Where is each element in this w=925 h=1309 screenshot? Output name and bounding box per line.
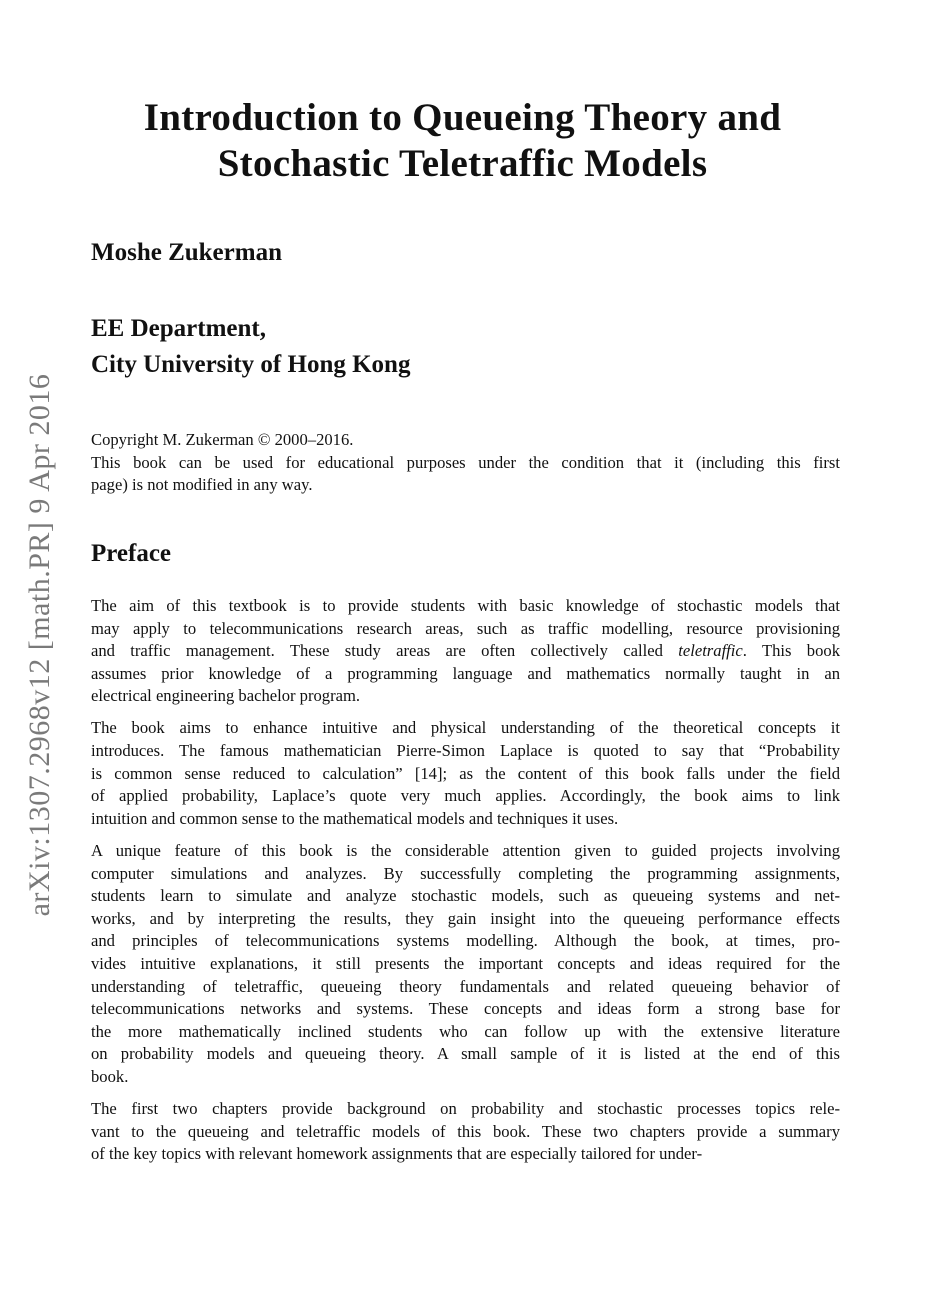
text-segment: electrical engineering bachelor program. <box>91 686 361 706</box>
text-line <box>91 1121 840 1144</box>
text-line <box>91 808 840 831</box>
text-segment: computer simulations and analyzes. By successfully completing the programming assignments, <box>91 863 840 883</box>
text-line <box>91 908 840 931</box>
text-line <box>91 763 840 786</box>
paragraph <box>91 1098 840 1166</box>
text-line <box>91 885 840 908</box>
text-line <box>91 1021 840 1044</box>
text-segment: is common sense reduced to calculation” [14]; as the content of this book falls under the field <box>91 763 840 783</box>
text-line <box>91 998 840 1021</box>
text-line <box>91 785 840 808</box>
arxiv-identifier: arXiv:1307.2968v12 [math.PR] 9 Apr 2016 <box>23 373 56 917</box>
text-line <box>91 740 840 763</box>
copyright-line: page) is not modified in any way. <box>91 475 313 495</box>
text-segment: vant to the queueing and teletraffic models of this book. These two chapters provide a summary <box>91 1121 840 1141</box>
copyright-notice <box>91 429 840 497</box>
text-segment: students learn to simulate and analyze stochastic models, such as queueing systems and net- <box>91 886 840 906</box>
text-segment: assumes prior knowledge of a programming language and mathematics normally taught in an <box>91 663 840 683</box>
affiliation-university: City University of Hong Kong <box>91 351 411 378</box>
preface-body <box>91 595 840 1175</box>
text-segment: The aim of this textbook is to provide students with basic knowledge of stochastic models that <box>91 596 840 615</box>
text-segment: and principles of telecommunications systems modelling. Although the book, at times, pro- <box>91 931 840 951</box>
text-segment: intuition and common sense to the mathematical models and techniques it uses. <box>91 808 619 828</box>
text-line <box>91 640 840 663</box>
paragraph <box>91 717 840 830</box>
text-segment: the more mathematically inclined students who can follow up with the extensive literature <box>91 1021 840 1041</box>
text-line <box>91 976 840 999</box>
text-line <box>91 663 840 686</box>
title-line-2: Stochastic Teletraffic Models <box>217 142 708 185</box>
text-line <box>91 595 840 618</box>
document-title <box>0 95 925 187</box>
preface-heading: Preface <box>91 540 172 567</box>
text-line <box>91 1043 840 1066</box>
author-name: Moshe Zukerman <box>91 239 282 266</box>
text-line <box>91 930 840 953</box>
text-line <box>91 618 840 641</box>
copyright-line: This book can be used for educational purposes under the condition that it (including this first <box>91 452 840 472</box>
text-segment: may apply to telecommunications research areas, such as traffic modelling, resource provisioning <box>91 618 840 638</box>
text-line <box>91 953 840 976</box>
text-segment: The book aims to enhance intuitive and physical understanding of the theoretical concepts it <box>91 718 840 738</box>
text-line <box>91 1143 840 1166</box>
paragraph <box>91 840 840 1089</box>
affiliation <box>91 311 410 383</box>
text-segment: A unique feature of this book is the considerable attention given to guided projects involving <box>91 840 840 860</box>
text-line <box>91 1066 840 1089</box>
text-segment: and traffic management. These study areas are often collectively called <box>91 641 679 661</box>
copyright-line: Copyright M. Zukerman © 2000–2016. <box>91 430 354 449</box>
text-segment: vides intuitive explanations, it still presents the important concepts and ideas required for the <box>91 953 840 973</box>
text-segment: on probability models and queueing theory. A small sample of it is listed at the end of this <box>91 1044 840 1064</box>
text-segment: understanding of teletraffic, queueing theory fundamentals and related queueing behavior of <box>91 976 840 996</box>
text-segment: introduces. The famous mathematician Pierre-Simon Laplace is quoted to say that “Probability <box>91 741 840 761</box>
text-segment: . This book <box>742 641 840 661</box>
title-line-1: Introduction to Queueing Theory and <box>143 96 782 139</box>
text-segment: The first two chapters provide background on probability and stochastic processes topics rele- <box>91 1098 840 1118</box>
affiliation-department: EE Department, <box>91 315 266 342</box>
text-line <box>91 685 840 708</box>
text-segment: of the key topics with relevant homework assignments that are especially tailored for under- <box>91 1144 703 1164</box>
text-segment: book. <box>91 1066 129 1086</box>
text-segment: telecommunications networks and systems. These concepts and ideas form a strong base for <box>91 999 840 1019</box>
text-line <box>91 840 840 863</box>
text-segment: of applied probability, Laplace’s quote very much applies. Accordingly, the book aims to link <box>91 786 840 806</box>
text-line <box>91 1098 840 1121</box>
text-line <box>91 863 840 886</box>
text-segment: works, and by interpreting the results, they gain insight into the queueing performance effects <box>91 908 840 928</box>
paragraph <box>91 595 840 708</box>
emphasized-term: teletraffic <box>678 641 743 661</box>
text-line <box>91 717 840 740</box>
